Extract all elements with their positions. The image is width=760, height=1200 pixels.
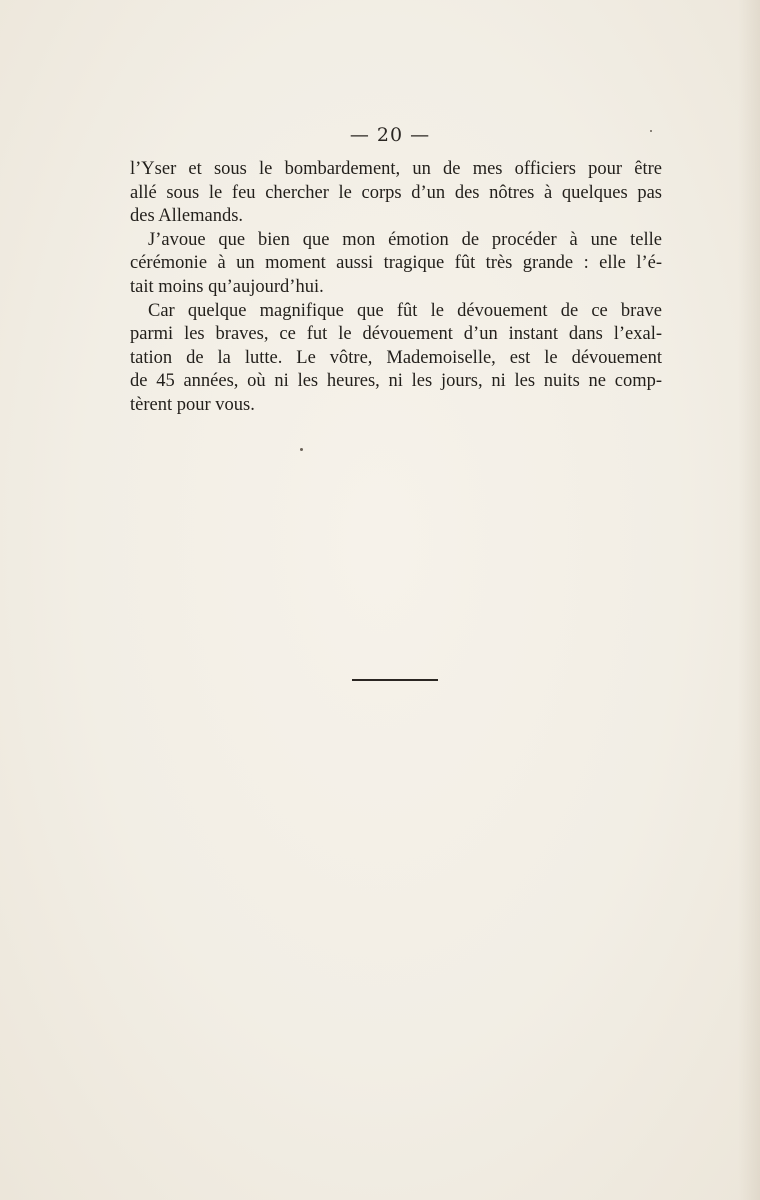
text-line: des Allemands. bbox=[130, 206, 244, 227]
text-line: de 45 années, où ni les heures, ni les jours, ni les nuits ne comp- bbox=[130, 371, 662, 392]
text-line: tation de la lutte. Le vôtre, Mademoiselle, est le dévouement bbox=[130, 347, 662, 368]
text-line: l’Yser et sous le bombardement, un de mes officiers pour être bbox=[130, 159, 662, 179]
paper-speck bbox=[300, 448, 303, 451]
text-line: cérémonie à un moment aussi tragique fût très grande : elle l’é- bbox=[130, 253, 662, 274]
text-line: Car quelque magnifique que fût le dévouement de ce brave bbox=[148, 300, 662, 321]
section-end-rule bbox=[352, 679, 438, 681]
paper-speck bbox=[650, 130, 652, 132]
text-line: tait moins qu’aujourd’hui. bbox=[130, 276, 324, 297]
text-line: parmi les braves, ce fut le dévouement d’un instant dans l’exal- bbox=[130, 324, 662, 345]
page-edge-shadow bbox=[738, 0, 760, 1200]
page-number: — 20 — bbox=[349, 124, 431, 146]
text-line: J’avoue que bien que mon émotion de procéder à une telle bbox=[148, 229, 662, 250]
text-line: allé sous le feu chercher le corps d’un des nôtres à quelques pas bbox=[130, 182, 662, 203]
body-text bbox=[130, 158, 662, 418]
text-line: tèrent pour vous. bbox=[130, 394, 255, 415]
